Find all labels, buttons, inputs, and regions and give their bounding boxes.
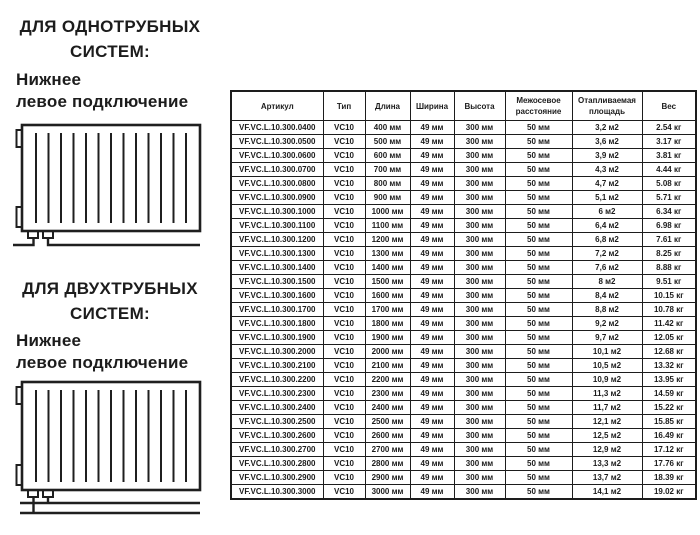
table-cell: 300 мм (454, 485, 505, 500)
table-row (231, 415, 696, 429)
table-cell: 49 мм (410, 121, 454, 135)
table-cell: 10.15 кг (642, 289, 696, 303)
table-cell: 1500 мм (365, 275, 410, 289)
table-cell: 17.12 кг (642, 443, 696, 457)
table-cell: 13,3 м2 (572, 457, 642, 471)
table-cell: VC10 (323, 233, 365, 247)
table-cell: 50 мм (505, 485, 572, 500)
table-cell: 300 мм (454, 177, 505, 191)
table-row (231, 219, 696, 233)
table-cell: 900 мм (365, 191, 410, 205)
table-cell: 19.02 кг (642, 485, 696, 500)
table-cell: VC10 (323, 177, 365, 191)
table-cell: VF.VC.L.10.300.2900 (231, 471, 323, 485)
table-cell: 1000 мм (365, 205, 410, 219)
table-cell: 50 мм (505, 177, 572, 191)
spec-table-body (231, 121, 696, 500)
table-cell: 2300 мм (365, 387, 410, 401)
table-cell: VC10 (323, 387, 365, 401)
table-cell: 50 мм (505, 331, 572, 345)
table-cell: 49 мм (410, 373, 454, 387)
table-cell: VF.VC.L.10.300.1100 (231, 219, 323, 233)
table-cell: 3,6 м2 (572, 135, 642, 149)
table-cell: VC10 (323, 317, 365, 331)
table-cell: 5,1 м2 (572, 191, 642, 205)
table-cell: VC10 (323, 429, 365, 443)
table-row (231, 345, 696, 359)
table-cell: 49 мм (410, 219, 454, 233)
table-cell: 3.81 кг (642, 149, 696, 163)
table-row (231, 163, 696, 177)
table-cell: 300 мм (454, 205, 505, 219)
table-cell: 1100 мм (365, 219, 410, 233)
table-row (231, 331, 696, 345)
table-row (231, 289, 696, 303)
table-row (231, 121, 696, 135)
table-cell: 1700 мм (365, 303, 410, 317)
table-cell: 49 мм (410, 163, 454, 177)
table-cell: 2800 мм (365, 457, 410, 471)
table-cell: 50 мм (505, 443, 572, 457)
table-cell: VC10 (323, 149, 365, 163)
table-cell: 50 мм (505, 121, 572, 135)
table-cell: 300 мм (454, 317, 505, 331)
table-cell: 5.08 кг (642, 177, 696, 191)
table-cell: 10,9 м2 (572, 373, 642, 387)
table-cell: VC10 (323, 205, 365, 219)
table-cell: VC10 (323, 331, 365, 345)
table-cell: 16.49 кг (642, 429, 696, 443)
two-pipe-radiator-diagram (8, 377, 208, 520)
table-cell: 400 мм (365, 121, 410, 135)
table-cell: VC10 (323, 373, 365, 387)
table-cell: VF.VC.L.10.300.2100 (231, 359, 323, 373)
table-row (231, 317, 696, 331)
table-cell: VF.VC.L.10.300.1500 (231, 275, 323, 289)
table-cell: 49 мм (410, 275, 454, 289)
table-cell: 18.39 кг (642, 471, 696, 485)
table-cell: VF.VC.L.10.300.0400 (231, 121, 323, 135)
table-row (231, 359, 696, 373)
table-cell: VC10 (323, 415, 365, 429)
header-row (231, 91, 696, 121)
table-cell: 12.68 кг (642, 345, 696, 359)
table-cell: 2500 мм (365, 415, 410, 429)
table-cell: VF.VC.L.10.300.1300 (231, 247, 323, 261)
table-cell: 3,9 м2 (572, 149, 642, 163)
table-cell: VF.VC.L.10.300.1600 (231, 289, 323, 303)
table-cell: 50 мм (505, 359, 572, 373)
table-row (231, 191, 696, 205)
table-cell: 500 мм (365, 135, 410, 149)
table-cell: 49 мм (410, 471, 454, 485)
table-cell: 300 мм (454, 443, 505, 457)
table-cell: VF.VC.L.10.300.0800 (231, 177, 323, 191)
single-pipe-line (13, 238, 200, 245)
table-cell: VF.VC.L.10.300.0900 (231, 191, 323, 205)
table-cell: 6 м2 (572, 205, 642, 219)
table-cell: 2000 мм (365, 345, 410, 359)
heading-line: ДЛЯ ДВУХТРУБНЫХ (22, 279, 198, 298)
table-cell: 4,7 м2 (572, 177, 642, 191)
table-cell: 2200 мм (365, 373, 410, 387)
table-cell: VC10 (323, 191, 365, 205)
table-cell: 300 мм (454, 457, 505, 471)
table-cell: 6.98 кг (642, 219, 696, 233)
table-cell: 49 мм (410, 317, 454, 331)
table-cell: 8 м2 (572, 275, 642, 289)
table-cell: 49 мм (410, 261, 454, 275)
table-row (231, 177, 696, 191)
table-row (231, 275, 696, 289)
table-cell: VF.VC.L.10.300.2600 (231, 429, 323, 443)
table-cell: 50 мм (505, 303, 572, 317)
table-cell: 1400 мм (365, 261, 410, 275)
table-cell: 49 мм (410, 289, 454, 303)
table-cell: 4,3 м2 (572, 163, 642, 177)
table-cell: 12,5 м2 (572, 429, 642, 443)
table-cell: 800 мм (365, 177, 410, 191)
table-cell: 50 мм (505, 471, 572, 485)
table-cell: 10,5 м2 (572, 359, 642, 373)
table-cell: 8.88 кг (642, 261, 696, 275)
table-cell: 49 мм (410, 135, 454, 149)
table-cell: 50 мм (505, 233, 572, 247)
table-cell: 49 мм (410, 443, 454, 457)
table-cell: 49 мм (410, 303, 454, 317)
table-cell: 700 мм (365, 163, 410, 177)
heading-line: СИСТЕМ: (70, 42, 150, 61)
table-cell: 300 мм (454, 345, 505, 359)
table-cell: 49 мм (410, 359, 454, 373)
table-cell: VC10 (323, 303, 365, 317)
table-cell: 300 мм (454, 373, 505, 387)
table-cell: VC10 (323, 471, 365, 485)
table-cell: 12,1 м2 (572, 415, 642, 429)
table-cell: 50 мм (505, 401, 572, 415)
table-cell: 50 мм (505, 191, 572, 205)
subheading-line: Нижнее (16, 70, 82, 89)
table-cell: 11,7 м2 (572, 401, 642, 415)
table-cell: 2900 мм (365, 471, 410, 485)
table-cell: 8,8 м2 (572, 303, 642, 317)
table-cell: VF.VC.L.10.300.2300 (231, 387, 323, 401)
table-row (231, 205, 696, 219)
table-cell: 13.95 кг (642, 373, 696, 387)
table-cell: VC10 (323, 345, 365, 359)
table-cell: 14,1 м2 (572, 485, 642, 500)
table-cell: 9.51 кг (642, 275, 696, 289)
table-cell: VC10 (323, 163, 365, 177)
table-cell: 300 мм (454, 121, 505, 135)
table-cell: 50 мм (505, 247, 572, 261)
table-cell: 300 мм (454, 219, 505, 233)
column-header: Ширина (410, 91, 454, 121)
table-cell: 50 мм (505, 457, 572, 471)
table-cell: 9,7 м2 (572, 331, 642, 345)
table-cell: 3.17 кг (642, 135, 696, 149)
subheading-line: левое подключение (16, 353, 189, 372)
table-cell: 8.25 кг (642, 247, 696, 261)
table-cell: 49 мм (410, 415, 454, 429)
heading-line: ДЛЯ ОДНОТРУБНЫХ (19, 17, 201, 36)
spec-table-header (231, 91, 696, 121)
column-header: Вес (642, 91, 696, 121)
table-cell: 1600 мм (365, 289, 410, 303)
table-cell: 49 мм (410, 331, 454, 345)
table-cell: VF.VC.L.10.300.2500 (231, 415, 323, 429)
table-cell: 300 мм (454, 163, 505, 177)
table-row (231, 247, 696, 261)
table-cell: 5.71 кг (642, 191, 696, 205)
table-cell: 50 мм (505, 205, 572, 219)
column-header: Артикул (231, 91, 323, 121)
table-row (231, 401, 696, 415)
table-cell: 2.54 кг (642, 121, 696, 135)
table-cell: VF.VC.L.10.300.1400 (231, 261, 323, 275)
table-cell: 50 мм (505, 429, 572, 443)
table-cell: VC10 (323, 457, 365, 471)
table-cell: VF.VC.L.10.300.1700 (231, 303, 323, 317)
table-cell: 300 мм (454, 289, 505, 303)
table-cell: 300 мм (454, 415, 505, 429)
table-cell: VF.VC.L.10.300.1200 (231, 233, 323, 247)
table-cell: 49 мм (410, 149, 454, 163)
column-header: Длина (365, 91, 410, 121)
table-row (231, 233, 696, 247)
table-cell: 49 мм (410, 429, 454, 443)
single-pipe-radiator-diagram (8, 120, 208, 252)
table-cell: 12.05 кг (642, 331, 696, 345)
table-cell: 300 мм (454, 261, 505, 275)
table-cell: 50 мм (505, 219, 572, 233)
table-cell: VC10 (323, 443, 365, 457)
table-cell: VC10 (323, 485, 365, 500)
table-cell: 4.44 кг (642, 163, 696, 177)
table-cell: 6,4 м2 (572, 219, 642, 233)
table-cell: 2100 мм (365, 359, 410, 373)
table-row (231, 429, 696, 443)
table-row (231, 373, 696, 387)
table-cell: 49 мм (410, 345, 454, 359)
two-pipe-section-heading (6, 276, 214, 326)
table-row (231, 471, 696, 485)
table-cell: 50 мм (505, 387, 572, 401)
table-cell: 600 мм (365, 149, 410, 163)
table-cell: 1200 мм (365, 233, 410, 247)
table-cell: 6,8 м2 (572, 233, 642, 247)
table-cell: 300 мм (454, 135, 505, 149)
table-row (231, 443, 696, 457)
table-cell: 11.42 кг (642, 317, 696, 331)
table-cell: VC10 (323, 359, 365, 373)
table-cell: 50 мм (505, 261, 572, 275)
table-cell: 15.22 кг (642, 401, 696, 415)
table-row (231, 149, 696, 163)
table-cell: 50 мм (505, 415, 572, 429)
table-cell: 13.32 кг (642, 359, 696, 373)
table-cell: 300 мм (454, 191, 505, 205)
table-cell: 300 мм (454, 401, 505, 415)
table-cell: 49 мм (410, 177, 454, 191)
table-cell: VF.VC.L.10.300.0500 (231, 135, 323, 149)
table-cell: 49 мм (410, 205, 454, 219)
table-cell: 1300 мм (365, 247, 410, 261)
table-row (231, 457, 696, 471)
table-cell: 17.76 кг (642, 457, 696, 471)
table-cell: 1800 мм (365, 317, 410, 331)
subheading-line: левое подключение (16, 92, 189, 111)
table-cell: 49 мм (410, 191, 454, 205)
single-pipe-connection-label (16, 69, 188, 113)
table-cell: 49 мм (410, 457, 454, 471)
table-cell: 12,9 м2 (572, 443, 642, 457)
column-header: Отапливаемая площадь (572, 91, 642, 121)
table-row (231, 135, 696, 149)
table-cell: VC10 (323, 275, 365, 289)
table-cell: VF.VC.L.10.300.1000 (231, 205, 323, 219)
table-cell: 9,2 м2 (572, 317, 642, 331)
table-cell: 49 мм (410, 401, 454, 415)
table-cell: VF.VC.L.10.300.0700 (231, 163, 323, 177)
spec-table (230, 90, 697, 500)
table-cell: VF.VC.L.10.300.1900 (231, 331, 323, 345)
table-cell: 7,2 м2 (572, 247, 642, 261)
table-cell: 300 мм (454, 387, 505, 401)
column-header: Межосевое расстояние (505, 91, 572, 121)
subheading-line: Нижнее (16, 331, 82, 350)
table-row (231, 303, 696, 317)
table-row (231, 387, 696, 401)
heading-line: СИСТЕМ: (70, 304, 150, 323)
table-cell: 50 мм (505, 317, 572, 331)
table-cell: VF.VC.L.10.300.3000 (231, 485, 323, 500)
table-cell: VC10 (323, 289, 365, 303)
single-pipe-section-heading (6, 14, 214, 64)
table-cell: 2400 мм (365, 401, 410, 415)
table-cell: 50 мм (505, 373, 572, 387)
table-cell: VC10 (323, 121, 365, 135)
table-cell: 7,6 м2 (572, 261, 642, 275)
table-cell: 49 мм (410, 247, 454, 261)
table-cell: 50 мм (505, 135, 572, 149)
table-cell: 11,3 м2 (572, 387, 642, 401)
table-cell: 3000 мм (365, 485, 410, 500)
column-header: Высота (454, 91, 505, 121)
table-cell: 300 мм (454, 149, 505, 163)
table-cell: 50 мм (505, 289, 572, 303)
table-cell: 49 мм (410, 387, 454, 401)
table-cell: 10.78 кг (642, 303, 696, 317)
table-row (231, 261, 696, 275)
table-cell: 50 мм (505, 149, 572, 163)
table-row (231, 485, 696, 500)
table-cell: 6.34 кг (642, 205, 696, 219)
table-cell: 7.61 кг (642, 233, 696, 247)
table-cell: VC10 (323, 401, 365, 415)
column-header: Тип (323, 91, 365, 121)
table-cell: VF.VC.L.10.300.2800 (231, 457, 323, 471)
table-cell: 300 мм (454, 359, 505, 373)
table-cell: 8,4 м2 (572, 289, 642, 303)
table-cell: 300 мм (454, 233, 505, 247)
table-cell: VF.VC.L.10.300.1800 (231, 317, 323, 331)
table-cell: 300 мм (454, 429, 505, 443)
table-cell: VC10 (323, 219, 365, 233)
table-cell: 300 мм (454, 471, 505, 485)
table-cell: 50 мм (505, 345, 572, 359)
table-cell: 1900 мм (365, 331, 410, 345)
table-cell: VC10 (323, 247, 365, 261)
table-cell: 14.59 кг (642, 387, 696, 401)
table-cell: 2700 мм (365, 443, 410, 457)
table-cell: VF.VC.L.10.300.0600 (231, 149, 323, 163)
table-cell: 2600 мм (365, 429, 410, 443)
table-cell: VF.VC.L.10.300.2400 (231, 401, 323, 415)
table-cell: 10,1 м2 (572, 345, 642, 359)
table-cell: 49 мм (410, 233, 454, 247)
table-cell: VF.VC.L.10.300.2000 (231, 345, 323, 359)
table-cell: VF.VC.L.10.300.2200 (231, 373, 323, 387)
table-cell: VC10 (323, 135, 365, 149)
table-cell: 49 мм (410, 485, 454, 500)
table-cell: 300 мм (454, 331, 505, 345)
table-cell: VF.VC.L.10.300.2700 (231, 443, 323, 457)
table-cell: 3,2 м2 (572, 121, 642, 135)
table-cell: 15.85 кг (642, 415, 696, 429)
table-cell: 300 мм (454, 303, 505, 317)
table-cell: 50 мм (505, 275, 572, 289)
table-cell: 50 мм (505, 163, 572, 177)
table-cell: 300 мм (454, 275, 505, 289)
two-pipe-connection-label (16, 330, 188, 374)
two-pipe-lines (20, 497, 200, 513)
table-cell: 13,7 м2 (572, 471, 642, 485)
table-cell: 300 мм (454, 247, 505, 261)
table-cell: VC10 (323, 261, 365, 275)
